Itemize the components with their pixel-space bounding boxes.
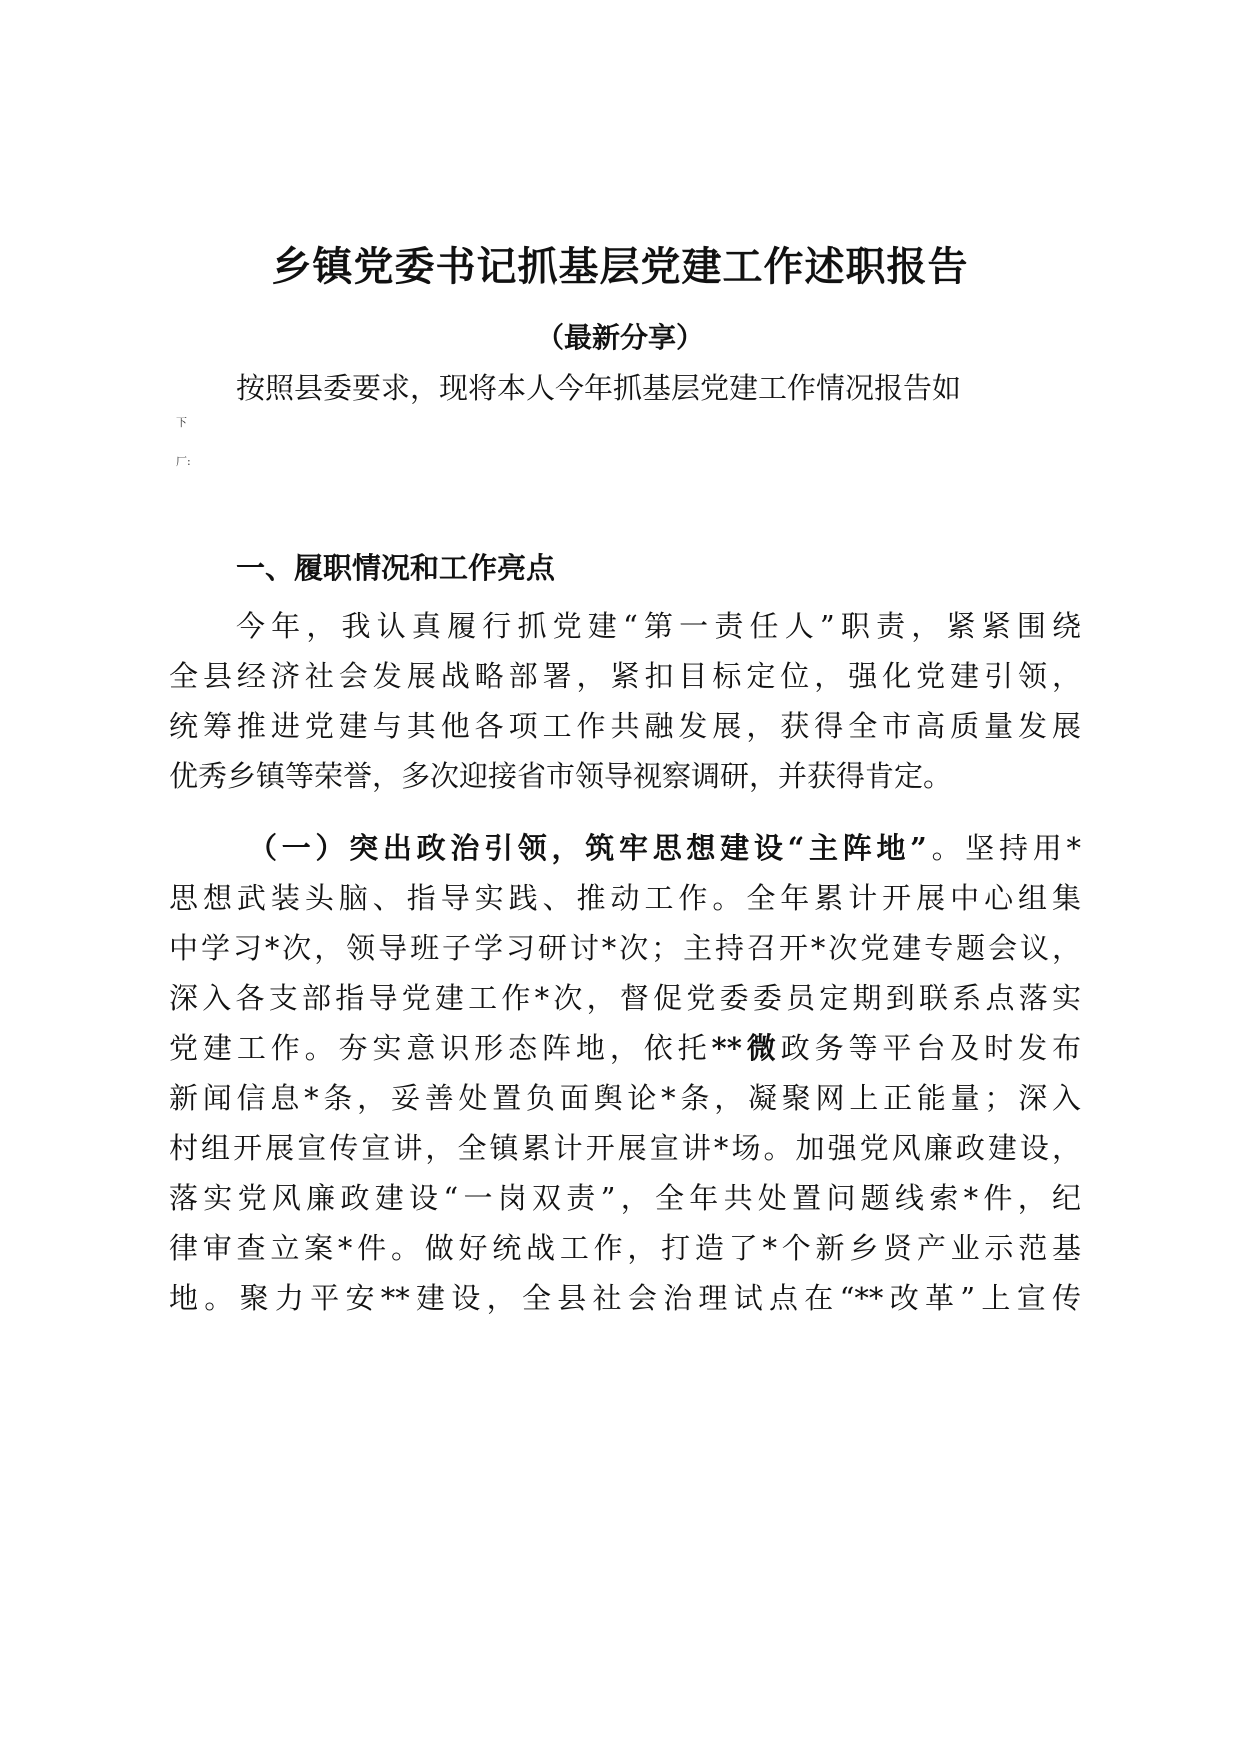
stray-mark: 厂: [176, 455, 191, 468]
paragraph-line: 新闻信息*条，妥善处置负面舆论*条，凝聚网上正能量；深入 [169, 1081, 1081, 1115]
subsection-line [248, 826, 1081, 870]
paragraph-line: 优秀乡镇等荣誉，多次迎接省市领导视察调研，并获得肯定。 [169, 759, 953, 793]
paragraph-text-bold: **微 [711, 1031, 781, 1065]
subsection-text: 。坚持用* [926, 831, 1081, 865]
paragraph-line: 思想武装头脑、指导实践、推动工作。全年累计开展中心组集 [169, 881, 1081, 915]
paragraph-line: 落实党风廉政建设“一岗双责”，全年共处置问题线索*件，纪 [169, 1181, 1081, 1215]
document-title: 乡镇党委书记抓基层党建工作述职报告 [271, 244, 969, 290]
paragraph-line: 统筹推进党建与其他各项工作共融发展，获得全市高质量发展 [169, 709, 1081, 743]
intro-paragraph: 按照县委要求，现将本人今年抓基层党建工作情况报告如 [236, 371, 962, 405]
stray-mark: 下 [176, 416, 187, 429]
paragraph-line: 村组开展宣传宣讲，全镇累计开展宣讲*场。加强党风廉政建设， [169, 1131, 1081, 1165]
subsection-heading: （一）突出政治引领，筑牢思想建设“主阵地” [248, 831, 927, 865]
paragraph-line: 深入各支部指导党建工作*次，督促党委委员定期到联系点落实 [169, 981, 1081, 1015]
paragraph-line: 中学习*次，领导班子学习研讨*次；主持召开*次党建专题会议， [169, 931, 1081, 965]
paragraph-line: 今年，我认真履行抓党建“第一责任人”职责，紧紧围绕 [236, 609, 1081, 643]
document-subtitle: （最新分享） [535, 321, 704, 354]
section-heading: 一、履职情况和工作亮点 [236, 551, 556, 585]
paragraph-line: 律审查立案*件。做好统战工作，打造了*个新乡贤产业示范基 [169, 1231, 1081, 1265]
paragraph-line [169, 1026, 1081, 1070]
paragraph-text: 政务等平台及时发布 [780, 1031, 1081, 1065]
paragraph-line: 全县经济社会发展战略部署，紧扣目标定位，强化党建引领， [169, 659, 1081, 693]
paragraph-text: 党建工作。夯实意识形态阵地，依托 [169, 1031, 712, 1065]
paragraph-line: 地。聚力平安**建设，全县社会治理试点在“**改革”上宣传 [169, 1281, 1081, 1315]
